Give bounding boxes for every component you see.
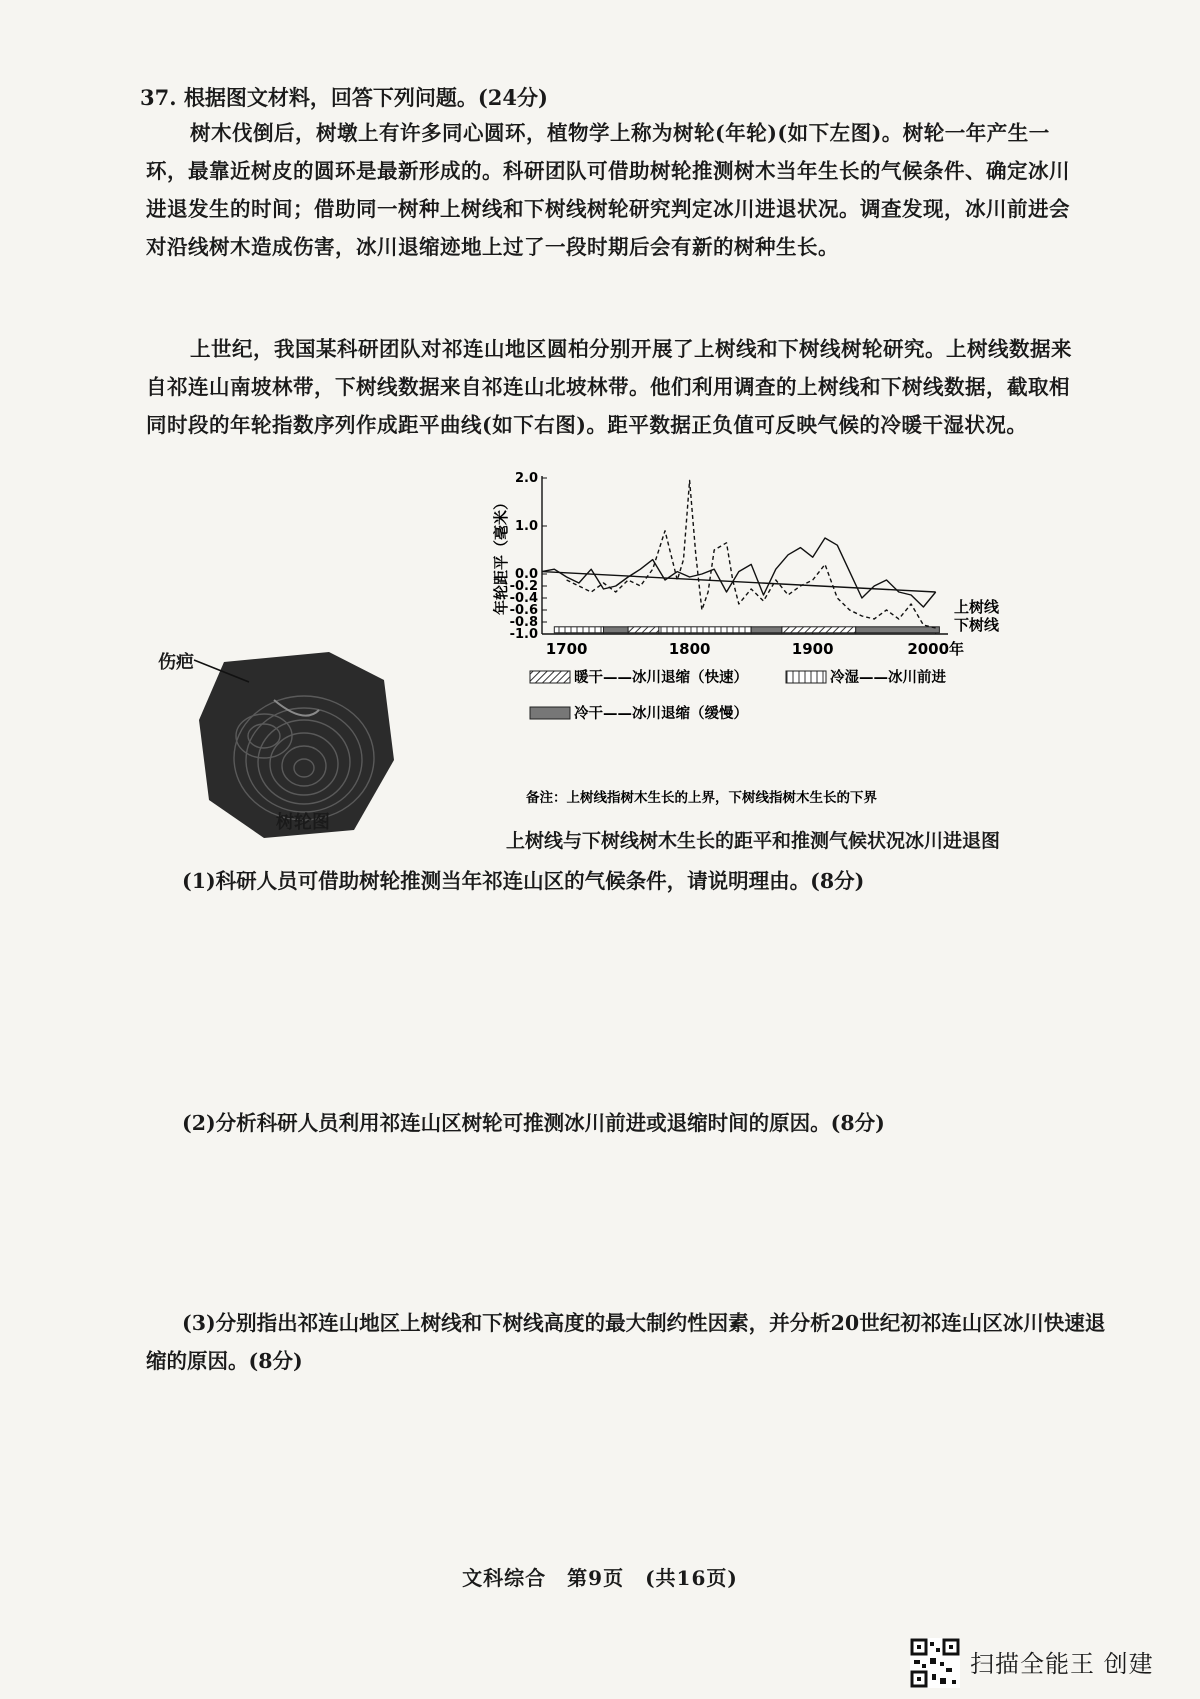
climate-band <box>604 627 629 633</box>
material-paragraph-2: 上世纪，我国某科研团队对祁连山地区圆柏分别开展了上树线和下树线树轮研究。上树线数据来自祁连山南坡林带，下树线数据来自祁连山北坡林带。他们利用调查的上树线和下树线数据，截取相同时段的年轮指数序列作成距平曲线(如下右图)。距平数据正负值可反映气候的冷暖干湿状况。 <box>146 337 1072 437</box>
tree-ring-anomaly-chart <box>490 466 1070 826</box>
y-tick-label: -1.0 <box>509 627 538 642</box>
climate-band <box>856 627 940 633</box>
material-paragraph-1: 树木伐倒后，树墩上有许多同心圆环，植物学上称为树轮(年轮)(如下左图)。树轮一年产生一环，最靠近树皮的圆环是最新形成的。科研团队可借助树轮推测树木当年生长的气候条件、确定冰川进退发生的时间；借助同一树种上树线和下树线树轮研究判定冰川进退状况。调查发现，冰川前进会对沿线树木造成伤害，冰川退缩迹地上过了一段时期后会有新的树种生长。 <box>146 121 1070 259</box>
y-tick-label: 0.0 <box>514 567 538 582</box>
x-tick-label: 1800 <box>668 640 711 658</box>
sub-question-2: (2)分析科研人员利用祁连山区树轮可推测冰川前进或退缩时间的原因。(8分) <box>182 1111 885 1135</box>
legend-label: 冷干——冰川退缩（缓慢） <box>574 706 748 722</box>
y-tick-label: 2.0 <box>514 471 538 486</box>
legend-swatch <box>786 671 826 683</box>
trend-line <box>542 572 936 592</box>
tree-ring-caption: 树轮图 <box>276 812 330 833</box>
climate-band <box>554 627 603 633</box>
sub-question-1: (1)科研人员可借助树轮推测当年祁连山区的气候条件，请说明理由。(8分) <box>182 869 865 893</box>
series-label: 下树线 <box>954 616 1000 634</box>
y-axis-label: 年轮距平（毫米） <box>492 494 510 616</box>
climate-band <box>751 627 782 633</box>
question-title: 37. 根据图文材料，回答下列问题。(24分) <box>140 85 548 110</box>
scanner-watermark: 扫描全能王 创建 <box>970 1650 1154 1678</box>
y-tick-label: -0.6 <box>509 603 538 618</box>
sub-question-3: (3)分别指出祁连山地区上树线和下树线高度的最大制约性因素，并分析20世纪初祁连山区冰川快速退缩的原因。(8分) <box>146 1311 1106 1373</box>
series-line-lower <box>567 480 936 628</box>
page-footer: 文科综合 第9页 (共16页) <box>462 1566 738 1590</box>
x-tick-label: 1900 <box>791 640 834 658</box>
climate-band <box>659 627 751 633</box>
climate-band <box>782 627 856 633</box>
y-tick-label: -0.8 <box>509 615 538 630</box>
series-label: 上树线 <box>954 598 1000 616</box>
series-line-upper <box>542 538 936 607</box>
y-tick-label: -0.2 <box>509 579 538 594</box>
legend-label: 暖干——冰川退缩（快速） <box>574 670 748 686</box>
chart-caption: 上树线与下树线树木生长的距平和推测气候状况冰川进退图 <box>506 830 1001 852</box>
legend-swatch <box>530 671 570 683</box>
y-tick-label: -0.4 <box>509 591 538 606</box>
legend-label: 冷湿——冰川前进 <box>830 670 946 686</box>
x-tick-label: 2000年 <box>907 640 965 658</box>
qr-code-icon <box>910 1638 960 1688</box>
legend-swatch <box>530 707 570 719</box>
y-tick-label: 1.0 <box>514 519 538 534</box>
x-tick-label: 1700 <box>545 640 588 658</box>
scar-label: 伤疤 <box>158 652 194 673</box>
chart-note: 备注：上树线指树木生长的上界，下树线指树木生长的下界 <box>526 790 877 806</box>
climate-band <box>628 627 659 633</box>
